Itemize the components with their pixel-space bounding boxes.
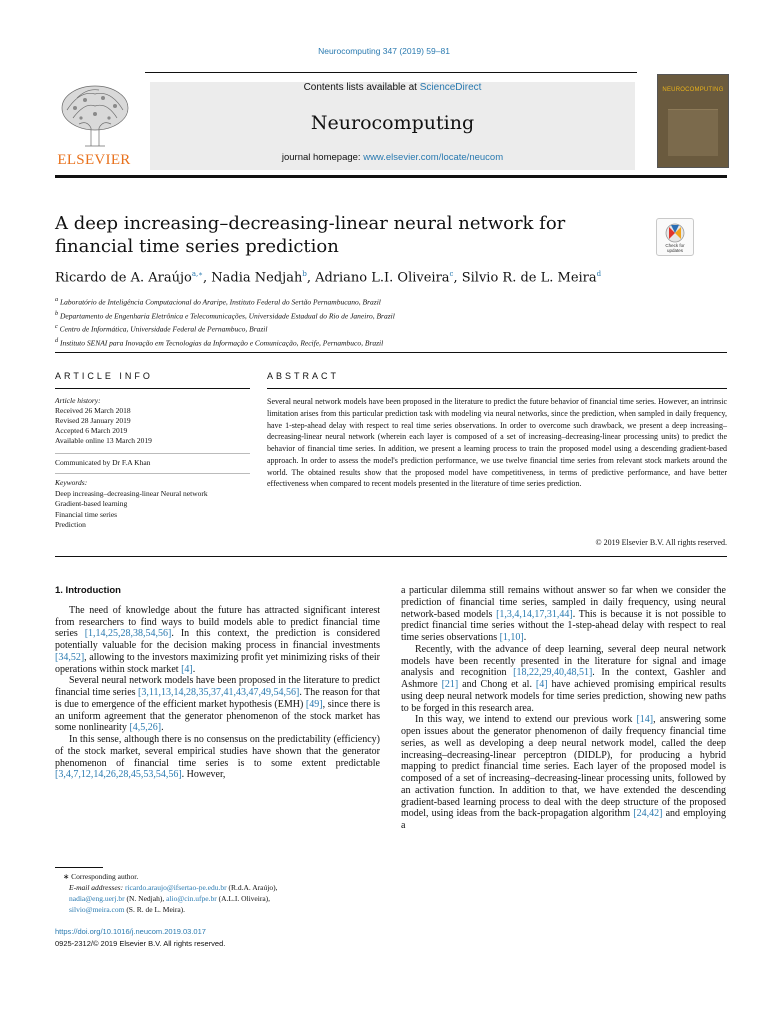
- paragraph: [401, 585, 726, 644]
- text-run: Recently, with the advance of deep learning, several deep neural network models have been recently presented in the literature for signal and image analysis and recognition: [401, 643, 726, 679]
- affiliation-text: Laboratório de Inteligência Computacional do Araripe, Instituto Federal do Sertão Pernambucano, Brazil: [60, 297, 381, 307]
- affiliation-text: Centro de Informática, Universidade Federal de Pernambuco, Brazil: [59, 324, 268, 334]
- citation-link[interactable]: [18,22,29,40,48,51]: [513, 667, 593, 679]
- affiliation-text: Instituto SENAI para Inovação em Tecnologias da Informação e Comunicação, Recife, Pernambuco, Brazil: [60, 338, 384, 347]
- abstract-bottom-rule: [55, 556, 727, 557]
- abstract-heading: ABSTRACT: [267, 371, 340, 381]
- citation-link[interactable]: [4,5,26]: [129, 722, 162, 734]
- header-top-rule: [145, 72, 637, 73]
- email-owner: (S. R. de L. Meira).: [124, 905, 186, 914]
- header-bottom-rule: [55, 175, 727, 178]
- body-right-column: [401, 585, 726, 832]
- citation-link[interactable]: [14]: [636, 714, 654, 726]
- cover-title: NEUROCOMPUTING: [662, 87, 724, 93]
- text-run: Several neural network models have been proposed in the literature to predict financial time series: [55, 675, 380, 698]
- text-run: The need of knowledge about the future has attracted significant interest from researchers to find ways to build models able to predict financial time series: [55, 604, 380, 640]
- text-run: .: [192, 663, 196, 675]
- abstract-heading-rule: [267, 388, 727, 389]
- history-label: Article history:: [55, 396, 101, 405]
- keyword-item: Deep increasing–decreasing-linear Neural network: [55, 488, 208, 498]
- keyword-item: Gradient-based learning: [55, 499, 128, 508]
- abstract-copyright: © 2019 Elsevier B.V. All rights reserved.: [595, 538, 727, 547]
- paragraph: [55, 675, 380, 734]
- article-info-heading: ARTICLE INFO: [55, 371, 153, 381]
- journal-reference[interactable]: Neurocomputing 347 (2019) 59–81: [318, 46, 450, 56]
- corresponding-author-note: ∗ Corresponding author.: [63, 872, 139, 881]
- text-run: have achieved promising empirical results using deep neural network models for time series prediction, showing new paths to be forged in this research area.: [401, 679, 726, 714]
- revised-date: Revised 28 January 2019: [55, 416, 131, 425]
- affiliation-b: [55, 308, 735, 322]
- citation-link[interactable]: [1,14,25,28,38,54,56]: [84, 628, 172, 640]
- author-list: Ricardo de A. Araújo$^{a,∗}$, Nadia Nedjah$^b$, Adriano L.I. Oliveira$^c$, Silvio R. de L. Meira$^d$: [55, 270, 602, 286]
- text-run: , allowing to the investors maximizing profit yet minimizing risks of their operations within stock market: [55, 651, 380, 675]
- journal-homepage-line: [150, 152, 635, 163]
- author-4: Silvio R. de L. Meira: [461, 270, 597, 286]
- issn-copyright: 0925-2312/© 2019 Elsevier B.V. All rights reserved.: [55, 939, 226, 948]
- paragraph: [401, 714, 726, 832]
- email-link[interactable]: silvio@meira.com: [69, 905, 125, 914]
- abstract-text: Several neural network models have been proposed in the literature to predict the future behavior of financial time series. However, an intrinsic limitation arises from this particular prediction task with modeling via neural networks, since the prediction, when sampled in daily frequency, have 1-step-ahead delay with respect to real time series observations. In order to overcome such drawback, we present a deep increasing–decreasing-linear neural network (wherein each layer is composed of a set of increasing–decreasing-linear processing units) to predict the behavior of financial time series. In addition, we present a learning process to train the proposed model using a descending gradient-based approach. In order to assess the model's prediction performance, we use twelve financial time series from relevant stock markets around the world. The obtained results show that the proposed model have competitiveness, in terms of predictive performance, and have better effectiveness when compared to recent models presented in the literature of time series prediction.: [267, 397, 727, 489]
- text-run: .: [523, 632, 527, 643]
- keywords-label: Keywords:: [55, 478, 88, 487]
- cover-artwork: [668, 109, 718, 156]
- text-run: . In the context, Gashler and Ashmore: [401, 667, 726, 690]
- email-owner: (R.d.A. Araújo),: [226, 883, 278, 892]
- info-heading-rule: [55, 388, 250, 389]
- homepage-prefix: journal homepage:: [281, 152, 364, 163]
- affiliations: [55, 294, 735, 348]
- text-run: and Chong et al.: [458, 679, 536, 690]
- citation-link[interactable]: [3,4,7,12,14,26,28,45,53,54,56]: [55, 769, 182, 781]
- text-run: In this way, we intend to extend our previous work: [415, 714, 637, 726]
- citation-link[interactable]: [24,42]: [633, 808, 663, 820]
- crossmark-label: Check for updates: [665, 243, 685, 253]
- citation-link[interactable]: [34,52]: [55, 651, 85, 663]
- keywords: [55, 478, 235, 531]
- text-run: . This is because it is not possible to predict financial time series without the 1-step-ahead delay with respect to real time series observations: [401, 608, 726, 643]
- journal-homepage-link[interactable]: www.elsevier.com/locate/neucom: [363, 152, 504, 163]
- journal-cover-thumbnail[interactable]: [657, 74, 729, 168]
- keyword-item: Financial time series: [55, 509, 118, 519]
- email-label: E-mail addresses:: [69, 883, 125, 892]
- affiliation-mark: b: [55, 309, 59, 317]
- text-run: . In this context, the prediction is considered potentially valuable for the decision making process in financial investments: [55, 628, 380, 651]
- elsevier-wordmark: ELSEVIER: [57, 152, 131, 168]
- affiliation-c: [55, 321, 735, 335]
- accepted-date: Accepted 6 March 2019: [55, 426, 128, 435]
- contents-prefix: Contents lists available at: [303, 82, 420, 93]
- footnote-rule: [55, 867, 103, 868]
- author-3: Adriano L.I. Oliveira: [315, 270, 450, 286]
- paragraph: [55, 605, 380, 676]
- body-left-column: [55, 585, 380, 781]
- text-run: , since there is an uniform agreement that the generator phenomenon of the stock market has some nonlinearity: [55, 698, 380, 734]
- received-date: Received 26 March 2018: [55, 406, 131, 415]
- citation-link[interactable]: [49]: [305, 698, 323, 710]
- author-2-affiliation-mark[interactable]: b: [302, 270, 307, 278]
- email-link[interactable]: ricardo.araujo@ifsertao-pe.edu.br: [124, 883, 227, 892]
- author-3-affiliation-mark[interactable]: c: [449, 270, 454, 278]
- info-divider: [55, 453, 250, 454]
- check-for-updates-badge[interactable]: [656, 218, 694, 256]
- communicated-by: Communicated by Dr F.A Khan: [55, 458, 151, 467]
- journal-title: Neurocomputing: [310, 112, 475, 134]
- author-1-affiliation-mark[interactable]: a,∗: [191, 270, 204, 278]
- email-owner: (N. Nedjah),: [124, 894, 167, 903]
- affiliation-a: [55, 294, 735, 308]
- affiliation-mark: c: [55, 323, 58, 330]
- footnotes: [55, 871, 380, 915]
- article-history: [55, 396, 250, 446]
- info-top-rule: [55, 352, 727, 353]
- text-run: and employing a: [401, 808, 726, 831]
- citation-link[interactable]: [21]: [441, 679, 459, 690]
- author-1: Ricardo de A. Araújo: [55, 270, 192, 286]
- citation-link[interactable]: [3,11,13,14,28,35,37,41,43,47,49,54,56]: [138, 687, 300, 698]
- text-run: .: [161, 722, 164, 734]
- contents-line: [150, 82, 635, 93]
- text-run: , answering some open issues about the generator phenomenon of daily frequency financial time series, as well as developing a deep neural network model, called the deep increasing–decreasing-linear perceptron (DIDLP), for producing a hybrid mapping to predict financial time series. Each layer of the proposed model is composed of a set of increasing–decreasing-linear processing units, followed by an activation function. In addition to that, we have extended the descending gradient-based learning process to deal with the deep structure of the proposed model, using ideas from the back-propagation algorithm: [401, 714, 726, 820]
- affiliation-mark: d: [55, 336, 59, 344]
- text-run: . The reason for that is due to emergence of the efficient market hypothesis (EMH): [55, 687, 380, 710]
- paragraph: [401, 644, 726, 715]
- citation-link[interactable]: [1,10]: [499, 632, 524, 643]
- author-2: Nadia Nedjah: [211, 270, 303, 286]
- citation-link[interactable]: [4]: [535, 679, 548, 690]
- email-link[interactable]: nadia@eng.uerj.br: [69, 894, 125, 903]
- email-addresses: [55, 882, 380, 915]
- affiliation-text: Departamento de Engenharia Eletrônica e Telecomunicações, Universidade Estadual do Rio de Janeiro, Brazil: [60, 311, 395, 320]
- citation-link[interactable]: [1,3,4,14,17,31,44]: [496, 608, 573, 620]
- author-4-affiliation-mark[interactable]: d: [596, 270, 602, 278]
- doi-link[interactable]: https://doi.org/10.1016/j.neucom.2019.03.017: [55, 927, 206, 936]
- paper-title: A deep increasing–decreasing-linear neural network for financial time series prediction: [55, 213, 566, 257]
- section-heading-introduction: 1. Introduction: [55, 585, 121, 596]
- sciencedirect-link[interactable]: ScienceDirect: [419, 82, 482, 93]
- email-owner: (A.L.I. Oliveira),: [216, 894, 271, 903]
- keyword-item: Prediction: [55, 520, 86, 529]
- citation-link[interactable]: [4]: [181, 663, 193, 675]
- info-divider: [55, 473, 250, 474]
- text-run: . However,: [181, 769, 226, 781]
- email-link[interactable]: alio@cin.ufpe.br: [166, 894, 217, 903]
- affiliation-d: [55, 335, 735, 349]
- paragraph: [55, 734, 380, 781]
- text-run: In this sense, although there is no consensus on the predictability (efficiency) of the stock market, several empirical studies have shown that the generator phenomenon of financial time series is to some extent predictable: [55, 734, 380, 769]
- text-run: a particular dilemma still remains without answer so far when we consider the prediction of financial time series, sampled in daily frequency, using neural network-based models: [401, 585, 726, 620]
- online-date: Available online 13 March 2019: [55, 436, 152, 445]
- affiliation-mark: a: [55, 296, 59, 303]
